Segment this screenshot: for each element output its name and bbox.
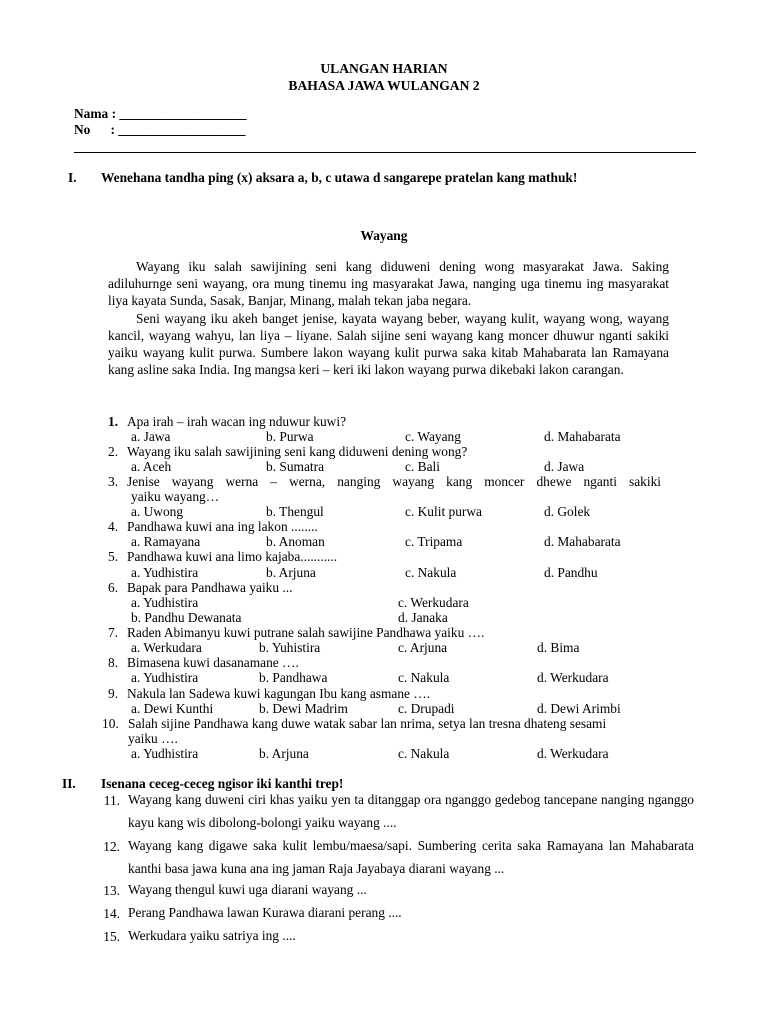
option-b[interactable]: b. Sumatra xyxy=(266,459,325,474)
fill-in-item: Wayang thengul kuwi uga diarani wayang ... xyxy=(128,882,367,897)
option-a[interactable]: a. Yudhistira xyxy=(131,595,199,610)
question-number: 9. xyxy=(108,686,119,701)
option-c[interactable]: c. Arjuna xyxy=(398,640,448,655)
option-c[interactable]: c. Kulit purwa xyxy=(405,504,482,519)
question-number: 3. xyxy=(108,474,119,489)
question-text: Jenise wayang werna – werna, nanging wayang kang moncer dhewe nganti sakiki xyxy=(127,474,661,489)
option-d[interactable]: d. Mahabarata xyxy=(544,534,621,549)
question-text: Bapak para Pandhawa yaiku ... xyxy=(127,580,293,595)
question-number: 6. xyxy=(108,580,119,595)
option-d[interactable]: d. Dewi Arimbi xyxy=(537,701,621,716)
option-b[interactable]: b. Arjuna xyxy=(266,565,316,580)
question-text-continued: yaiku wayang… xyxy=(131,489,220,504)
option-d[interactable]: d. Golek xyxy=(544,504,591,519)
question-text: Pandhawa kuwi ana limo kajaba........... xyxy=(127,549,338,564)
option-a[interactable]: a. Yudhistira xyxy=(131,746,199,761)
section-2-numeral: II. xyxy=(62,776,76,791)
reading-passage xyxy=(108,258,669,378)
option-b[interactable]: b. Dewi Madrim xyxy=(259,701,348,716)
option-a[interactable]: a. Yudhistira xyxy=(131,565,199,580)
option-b[interactable]: b. Yuhistira xyxy=(259,640,321,655)
option-d[interactable]: d. Janaka xyxy=(398,610,448,625)
option-c[interactable]: c. Werkudara xyxy=(398,595,469,610)
document-title: ULANGAN HARIAN xyxy=(320,61,448,76)
document-subtitle: BAHASA JAWA WULANGAN 2 xyxy=(288,78,480,93)
item-number: 15. xyxy=(103,929,120,944)
option-a[interactable]: a. Yudhistira xyxy=(131,670,199,685)
option-b[interactable]: b. Purwa xyxy=(266,429,314,444)
question-text: Bimasena kuwi dasanamane …. xyxy=(127,655,299,670)
option-a[interactable]: a. Jawa xyxy=(131,429,171,444)
option-a[interactable]: a. Uwong xyxy=(131,504,184,519)
item-number: 14. xyxy=(103,906,120,921)
option-c[interactable]: c. Drupadi xyxy=(398,701,455,716)
section-1-numeral: I. xyxy=(68,170,77,185)
fill-in-item: Werkudara yaiku satriya ing .... xyxy=(128,928,296,943)
number-field-label: No : ___________________ xyxy=(74,122,246,137)
passage-paragraph: Seni wayang iku akeh banget jenise, kayata wayang beber, wayang kulit, wayang wong, wayang kancil, wayang wahyu, lan liya – liyane. Salah sijine seni wayang kang moncer dhuwur nganti sakiki yaiku wayang kulit purwa. Sumbere lakon wayang kulit purwa saka kitab Mahabarata lan Ramayana kang asline saka India. Ing mangsa keri – keri iki lakon wayang purwa dikebaki lakon carangan. xyxy=(108,310,669,378)
item-number: 13. xyxy=(103,883,120,898)
option-d[interactable]: d. Pandhu xyxy=(544,565,598,580)
question-number: 10. xyxy=(102,716,119,731)
question-number: 7. xyxy=(108,625,119,640)
option-b[interactable]: b. Pandhawa xyxy=(259,670,328,685)
option-d[interactable]: d. Werkudara xyxy=(537,670,609,685)
question-number: 5. xyxy=(108,549,119,564)
passage-paragraph: Wayang iku salah sawijining seni kang diduweni dening wong masyarakat Jawa. Saking adiluhurnge seni wayang, ora mung tinemu ing masyarakat Jawa, nanging uga tinemu ing masyarakat liya kayata Sunda, Sasak, Banjar, Minang, malah tekan jaba negara. xyxy=(108,259,669,309)
fill-in-item: Wayang kang digawe saka kulit lembu/maesa/sapi. Sumbering cerita saka Ramayana lan Mahabarata kanthi basa jawa kuna ana ing jaman Raja Jayabaya diarani wayang ... xyxy=(128,838,694,876)
option-d[interactable]: d. Mahabarata xyxy=(544,429,621,444)
question-number: 4. xyxy=(108,519,119,534)
option-c[interactable]: c. Wayang xyxy=(405,429,461,444)
question-number: 2. xyxy=(108,444,119,459)
option-d[interactable]: d. Werkudara xyxy=(537,746,609,761)
section-1-instruction: Wenehana tandha ping (x) aksara a, b, c utawa d sangarepe pratelan kang mathuk! xyxy=(101,170,578,185)
option-b[interactable]: b. Anoman xyxy=(266,534,325,549)
option-c[interactable]: c. Nakula xyxy=(398,746,450,761)
passage-title: Wayang xyxy=(360,228,408,243)
question-number: 8. xyxy=(108,655,119,670)
question-number: 1. xyxy=(108,414,119,429)
option-a[interactable]: a. Werkudara xyxy=(131,640,202,655)
option-a[interactable]: a. Dewi Kunthi xyxy=(131,701,214,716)
item-number: 12. xyxy=(103,839,120,854)
option-a[interactable]: a. Aceh xyxy=(131,459,172,474)
fill-in-item: Wayang kang duweni ciri khas yaiku yen ta ditanggap ora nganggo gedebog tancepane nanging nganggo kayu kang wis dibolong-bolongi yaiku wayang .... xyxy=(128,792,694,830)
option-a[interactable]: a. Ramayana xyxy=(131,534,201,549)
option-b[interactable]: b. Thengul xyxy=(266,504,324,519)
option-b[interactable]: b. Arjuna xyxy=(259,746,309,761)
option-c[interactable]: c. Nakula xyxy=(405,565,457,580)
header-divider xyxy=(74,152,696,153)
fill-in-item: Perang Pandhawa lawan Kurawa diarani perang .... xyxy=(128,905,402,920)
question-text: Pandhawa kuwi ana ing lakon ........ xyxy=(127,519,318,534)
question-text: Apa irah – irah wacan ing nduwur kuwi? xyxy=(127,414,347,429)
option-c[interactable]: c. Bali xyxy=(405,459,440,474)
option-c[interactable]: c. Tripama xyxy=(405,534,463,549)
question-text-continued: yaiku …. xyxy=(128,731,178,746)
question-text: Raden Abimanyu kuwi putrane salah sawijine Pandhawa yaiku …. xyxy=(127,625,485,640)
option-b[interactable]: b. Pandhu Dewanata xyxy=(131,610,242,625)
option-d[interactable]: d. Bima xyxy=(537,640,580,655)
option-d[interactable]: d. Jawa xyxy=(544,459,585,474)
option-c[interactable]: c. Nakula xyxy=(398,670,450,685)
question-text: Salah sijine Pandhawa kang duwe watak sabar lan nrima, setya lan tresna dhateng sesami xyxy=(128,716,607,731)
item-number: 11. xyxy=(103,793,120,808)
name-field-label: Nama : ___________________ xyxy=(74,106,247,121)
section-2-instruction: Isenana ceceg-ceceg ngisor iki kanthi trep! xyxy=(101,776,344,791)
question-text: Wayang iku salah sawijining seni kang diduweni dening wong? xyxy=(127,444,468,459)
question-text: Nakula lan Sadewa kuwi kagungan Ibu kang asmane …. xyxy=(127,686,431,701)
